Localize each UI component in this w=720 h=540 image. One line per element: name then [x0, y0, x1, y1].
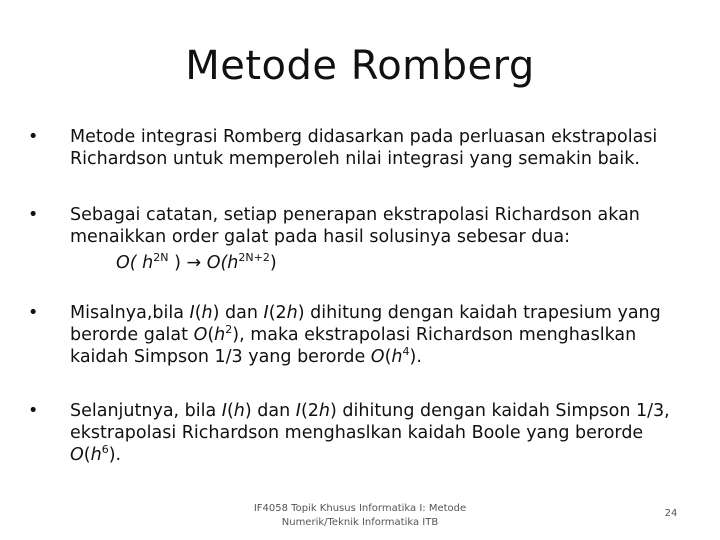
- text-run: (: [194, 303, 202, 323]
- bullet-text: [70, 400, 698, 466]
- math-var: O: [370, 347, 385, 367]
- text-run: (: [83, 445, 91, 465]
- bullet-marker: •: [28, 303, 39, 323]
- math-var: h: [201, 303, 213, 323]
- bullet-item: [28, 302, 698, 368]
- math-exponent: 2: [225, 323, 233, 336]
- bullet-marker: •: [28, 401, 39, 421]
- formula-exponent: 2N: [153, 251, 169, 264]
- math-var: h: [391, 347, 403, 367]
- text-run: (: [207, 325, 215, 345]
- math-exponent: 4: [402, 345, 410, 358]
- bullet-text: [70, 302, 698, 368]
- text-run: (: [384, 347, 392, 367]
- text-run: (: [226, 401, 234, 421]
- bullet-content: [70, 204, 698, 274]
- formula-exponent: 2N+2: [238, 251, 270, 264]
- text-run: ) dihitung dengan kaidah Simpson 1/3, ekstrapolasi Richardson menghaslkan kaidah Boole yang berorde: [70, 401, 670, 443]
- bullet-item: [28, 126, 698, 170]
- bullet-marker: •: [28, 205, 39, 225]
- page-number: 24: [664, 508, 678, 519]
- formula-part: O(h: [206, 253, 239, 273]
- formula-part: ) →: [168, 253, 207, 273]
- text-run: ) dan: [212, 303, 264, 323]
- text-run: (2: [300, 401, 319, 421]
- text-run: (2: [268, 303, 287, 323]
- bullet-item: [28, 204, 698, 274]
- bullet-text: Metode integrasi Romberg didasarkan pada perluasan ekstrapolasi Richardson untuk memperoleh nilai integrasi yang semakin baik.: [70, 127, 658, 169]
- bullet-text: Sebagai catatan, setiap penerapan ekstrapolasi Richardson akan menaikkan order galat pada hasil solusinya sebesar dua:: [70, 205, 640, 247]
- text-run: ).: [409, 347, 422, 367]
- math-var: h: [214, 325, 226, 345]
- formula-part: O( h: [116, 253, 154, 273]
- math-var: O: [70, 445, 84, 465]
- formula-part: ): [269, 253, 277, 273]
- math-var: O: [193, 325, 208, 345]
- math-var: h: [286, 303, 298, 323]
- math-var: I: [221, 401, 227, 421]
- text-run: ) dihitung dengan kaidah trapesium yang berorde galat: [70, 303, 661, 345]
- text-run: Selanjutnya, bila: [70, 401, 222, 421]
- math-var: I: [263, 303, 269, 323]
- order-formula: [116, 252, 698, 274]
- footer-text: IF4058 Topik Khusus Informatika I: Metode Numerik/Teknik Informatika ITB: [253, 503, 467, 528]
- math-var: h: [318, 401, 331, 421]
- text-run: ) dan: [244, 401, 296, 421]
- math-var: h: [233, 401, 245, 421]
- math-var: I: [295, 401, 301, 421]
- slide-title: Metode Romberg: [185, 43, 535, 89]
- bullet-marker: •: [28, 127, 39, 147]
- text-run: Misalnya,bila: [70, 303, 190, 323]
- text-run: ), maka ekstrapolasi Richardson menghaslkan kaidah Simpson 1/3 yang berorde: [70, 325, 637, 367]
- text-run: ).: [108, 445, 122, 465]
- math-exponent: 6: [101, 443, 109, 456]
- bullet-item: [28, 400, 698, 466]
- math-var: I: [189, 303, 195, 323]
- math-var: h: [90, 445, 102, 465]
